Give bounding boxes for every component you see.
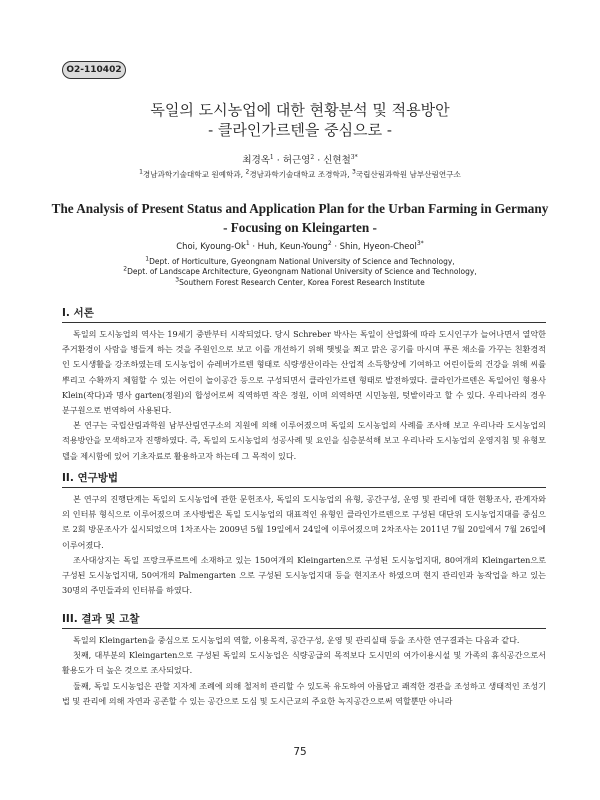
author-name: Huh, Keun-Young [257, 241, 328, 251]
affiliation-sup: 3 [175, 276, 180, 284]
author-sup: 2 [310, 153, 315, 161]
affiliation-sup: 1 [139, 168, 143, 176]
paragraph: 본 연구는 국립산림과학원 남부산림연구소의 지원에 의해 이루어졌으며 독일의 도시농업의 사례를 조사해 보고 우리나라 도시농업의 적용방안을 모색하고자 진행하였다. 즉, 독일의 도시농업의 성공사례 및 요인을 심층분석해 보고 우리나라 도시농업의 운영지침 및 유형모델을 제시함에 있어 기초자료로 활용하고자 하는데 그 목적이 있다. [62, 420, 546, 461]
paragraph: 둘째, 독일 도시농업은 관할 지자체 조례에 의해 철저히 관리할 수 있도록 유도하여 아름답고 쾌적한 경관을 조성하고 생태적인 조성기법 및 관리에 의해 자연과 공존할 수 있는 공간으로 도심 및 도시근교의 주요한 녹지공간으로써 역할뿐만 아니라 [62, 680, 546, 706]
affiliation-sup: 2 [123, 265, 128, 273]
korean-affiliations [0, 169, 600, 180]
affiliation-text: 경남과학기술대학교 조경학과, [249, 170, 352, 179]
section-divider [62, 322, 546, 323]
paragraph: 독일의 도시농업의 역사는 19세기 중반부터 시작되었다. 당시 Schreber 박사는 독일이 산업화에 따라 도시인구가 늘어나면서 열악한 주거환경이 사람을 병들게 하는 것을 주원인으로 보고 이를 개선하기 위해 햇빛을 쬐고 맑은 공기를 마시며 푸른 채소를 가꾸는 친환경적인 도시생활을 강조하였는데 도시농업이 슈레버가르텐 형태로 식량생산이라는 산업적 소득향상에 기여하고 어린이들의 건강을 위해 씨를 뿌리고 수확까지 체험할 수 있는 어린이 놀이공간 등으로 구성되면서 클라인가르텐 형태로 발전하였다. 클라인가르텐은 독일어인 형용사 Klein(작다)과 명사 garten(정원)의 합성어로써 직역하면 작은 정원, 이며 의역하면 시민농원, 텃밭이라고 할 수 있다. 우리나라의 경우 분구원으로 번역하여 사용된다. [62, 329, 546, 416]
author-name: 최경옥 [242, 155, 270, 166]
english-authors [0, 240, 600, 252]
affiliation-text: Dept. of Horticulture, Gyeongnam National University of Science and Technology, [149, 257, 455, 266]
paragraph: 첫째, 대부분의 Kleingarten으로 구성된 독일의 도시농업은 식량공급의 목적보다 도시민의 여가이용시설 및 가족의 휴식공간으로서 활용도가 더 높은 것으로 조사되었다. [62, 650, 546, 676]
affiliation-text: 경남과학기술대학교 원예학과, [142, 170, 246, 179]
paper-id-badge: O2-110402 [62, 61, 126, 79]
author-separator: · [273, 155, 283, 166]
author-separator: · [314, 155, 324, 166]
author-sup: 3* [350, 153, 358, 161]
author-name: 허근영 [282, 155, 311, 166]
korean-authors [0, 154, 600, 167]
affiliation-sup: 3 [351, 168, 356, 176]
english-title: The Analysis of Present Status and Application Plan for the Urban Farming in Germany [51, 201, 549, 216]
section-divider [62, 487, 546, 488]
korean-subtitle: - 클라인가르텐을 중심으로 - [208, 121, 392, 139]
section-heading-results: III. 결과 및 고찰 [62, 613, 140, 625]
paragraph: 독일의 Kleingarten을 중심으로 도시농업의 역할, 이용목적, 공간구성, 운영 및 관리실태 등을 조사한 연구결과는 다음과 같다. [73, 635, 520, 645]
english-affiliation-3 [0, 278, 600, 288]
affiliation-text: Dept. of Landscape Architecture, Gyeongnam National University of Science and Technology, [127, 267, 477, 276]
page-number: 75 [293, 746, 307, 758]
korean-title: 독일의 도시농업에 대한 현황분석 및 적용방안 [150, 101, 450, 119]
section-divider [62, 628, 546, 629]
author-name: 신현철 [323, 155, 351, 166]
section-body-introduction [62, 327, 546, 464]
english-affiliation-2 [0, 267, 600, 277]
section-body-results [62, 633, 546, 709]
author-sup: 2 [327, 240, 332, 248]
author-name: Shin, Hyeon-Cheol [339, 241, 417, 251]
author-sup: 1 [245, 240, 250, 248]
affiliation-text: 국립산림과학원 남부산림연구소 [355, 170, 461, 179]
paragraph: 본 연구의 진행단계는 독일의 도시농업에 관한 문헌조사, 독일의 도시농업의 유형, 공간구성, 운영 및 관리에 대한 현황조사, 관계자와의 인터뷰 형식으로 이루어졌으며 조사방법은 독일 도시농업의 대표적인 유형인 클라인가르텐으로 구성된 대단위 도시농업지대를 중심으로 2회 방문조사가 실시되었으며 1차조사는 2009년 5월 19일에서 24일에 이루어졌으며 2차조사는 2011년 7월 20일에서 7월 26일에 이루어졌다. [62, 494, 546, 550]
author-name: Choi, Kyoung-Ok [176, 241, 246, 251]
author-separator: · [331, 241, 340, 251]
affiliation-sup: 2 [245, 168, 250, 176]
author-sup: 3* [416, 240, 424, 248]
author-separator: · [249, 241, 258, 251]
english-affiliation-1 [0, 257, 600, 267]
affiliation-text: Southern Forest Research Center, Korea Forest Research Institute [179, 278, 425, 287]
section-heading-methods: II. 연구방법 [62, 472, 119, 484]
paragraph: 조사대상지는 독일 프랑크푸르트에 소재하고 있는 150여개의 Kleingarten으로 구성된 도시농업지대, 80여개의 Kleingarten으로 구성된 도시농업지대, 50여개의 Palmengarten 으로 구성된 도시농업지대 등을 현지조사 하였으며 현지 관리인과 농작업을 하고 있는 30명의 주민들과의 인터뷰를 하였다. [62, 554, 546, 596]
author-sup: 1 [269, 153, 274, 161]
section-heading-introduction: I. 서론 [62, 307, 94, 319]
english-subtitle: - Focusing on Kleingarten - [223, 220, 377, 235]
affiliation-sup: 1 [145, 255, 150, 263]
section-body-methods [62, 492, 546, 598]
